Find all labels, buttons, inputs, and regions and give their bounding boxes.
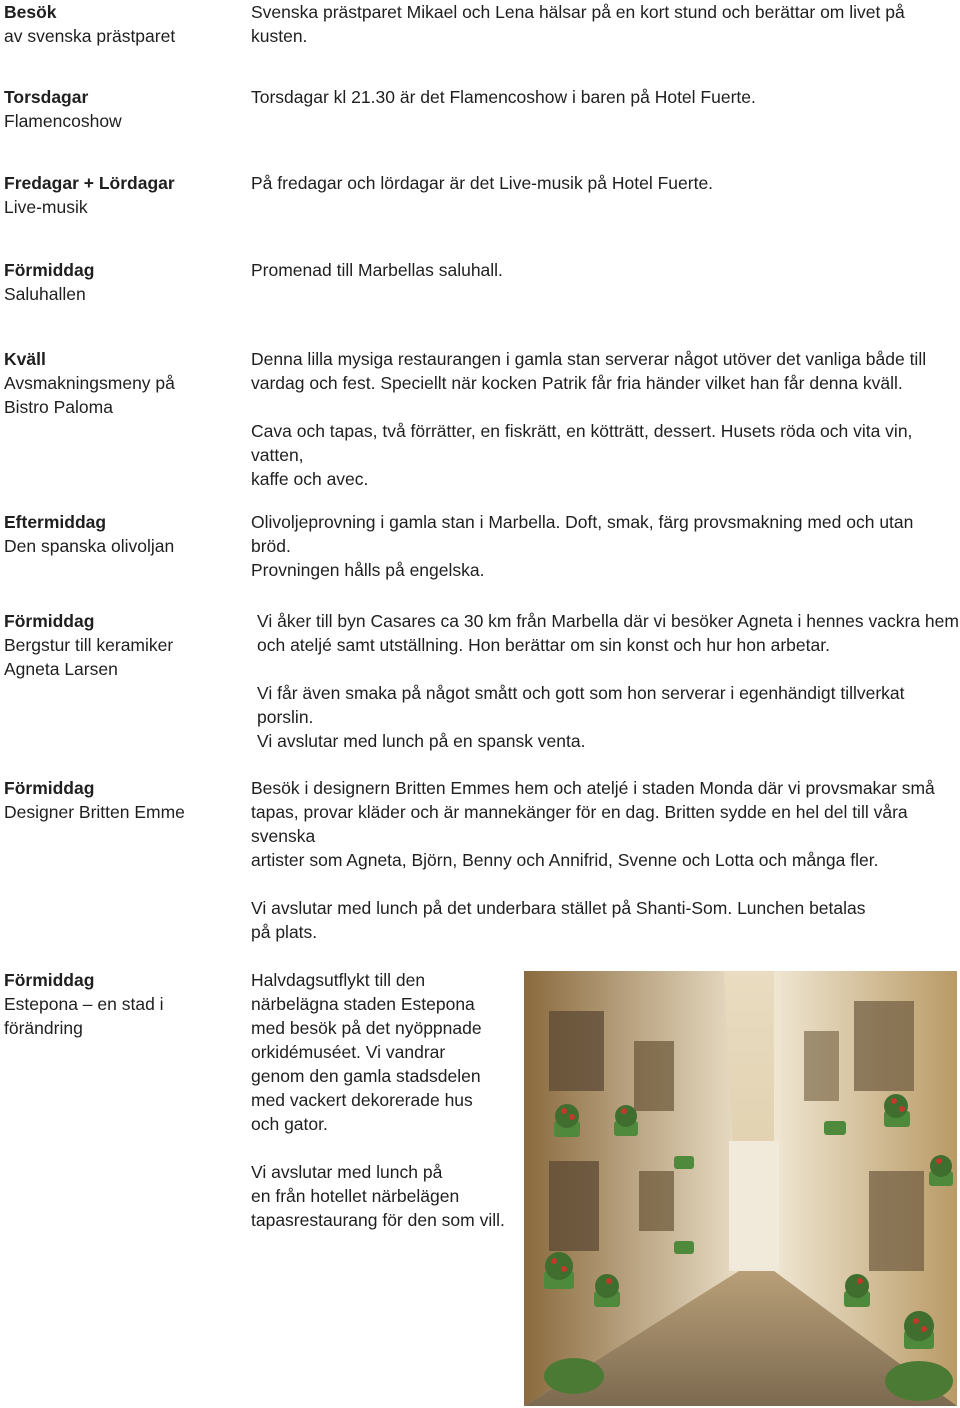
entry-paragraph: Svenska prästparet Mikael och Lena hälsar på en kort stund och berättar om livet på kusten. <box>251 2 905 46</box>
entry-paragraph: Besök i designern Britten Emmes hem och ateljé i staden Monda där vi provsmakar små tapas, provar kläder och är mannekänger för en dag. Britten sydde en hel del till våra svenska artister som Agneta, Björn, Benny och Annifrid, Svenne och Lotta och många fler. <box>251 778 935 870</box>
entry-paragraph: Torsdagar kl 21.30 är det Flamencoshow i baren på Hotel Fuerte. <box>251 87 756 107</box>
entry-subtitle: Live-musik <box>4 197 88 217</box>
entry-subtitle: Designer Britten Emme <box>4 802 185 822</box>
entry-paragraph: Vi får även smaka på något smått och gott som hon serverar i egenhändigt tillverkat porslin. Vi avslutar med lunch på en spansk venta. <box>257 683 905 751</box>
entry-title: Förmiddag <box>4 260 95 280</box>
entry-paragraph: Vi avslutar med lunch på en från hotellet närbelägen tapasrestaurang för den som vill. <box>251 1162 505 1230</box>
entry-label <box>4 0 234 48</box>
entry-description <box>257 609 960 753</box>
entry-paragraph: Vi avslutar med lunch på det underbara stället på Shanti-Som. Lunchen betalas på plats. <box>251 898 866 942</box>
entry-label <box>4 968 234 1040</box>
entry-subtitle: Flamencoshow <box>4 111 122 131</box>
entry-label <box>4 171 234 219</box>
street-illustration <box>524 971 957 1406</box>
entry-subtitle: Avsmakningsmeny på Bistro Paloma <box>4 373 175 417</box>
entry-label <box>4 258 234 306</box>
entry-description <box>251 0 957 48</box>
entry-paragraph: Vi åker till byn Casares ca 30 km från Marbella där vi besöker Agneta i hennes vackra hem och ateljé samt utställning. Hon berättar om sin konst och hur hon arbetar. <box>257 611 959 655</box>
entry-subtitle: Bergstur till keramiker Agneta Larsen <box>4 635 174 679</box>
entry-paragraph: Olivoljeprovning i gamla stan i Marbella. Doft, smak, färg provsmakning med och utan bröd. Provningen hålls på engelska. <box>251 512 914 580</box>
entry-title: Torsdagar <box>4 87 89 107</box>
entry-title: Kväll <box>4 349 46 369</box>
entry-label <box>4 510 234 558</box>
entry-description <box>251 85 957 109</box>
entry-paragraph: På fredagar och lördagar är det Live-musik på Hotel Fuerte. <box>251 173 714 193</box>
entry-title: Förmiddag <box>4 778 95 798</box>
entry-subtitle: Saluhallen <box>4 284 86 304</box>
entry-paragraph: Promenad till Marbellas saluhall. <box>251 260 503 280</box>
entry-paragraph: Denna lilla mysiga restaurangen i gamla stan serverar något utöver det vanliga både till vardag och fest. Speciellt när kocken Patrik får fria händer vilket han får denna kväll. <box>251 349 927 393</box>
entry-title: Besök <box>4 2 57 22</box>
entry-label <box>4 609 234 681</box>
entry-label <box>4 85 234 133</box>
entry-description <box>251 968 511 1232</box>
entry-description <box>251 171 957 195</box>
entry-subtitle: av svenska prästparet <box>4 26 176 46</box>
entry-title: Förmiddag <box>4 611 95 631</box>
entry-subtitle: Den spanska olivoljan <box>4 536 175 556</box>
entry-description <box>251 776 957 944</box>
entry-description <box>251 510 957 582</box>
entry-paragraph: Cava och tapas, två förrätter, en fiskrätt, en kötträtt, dessert. Husets röda och vita vin, vatten, kaffe och avec. <box>251 421 913 489</box>
entry-title: Förmiddag <box>4 970 95 990</box>
entry-title: Eftermiddag <box>4 512 107 532</box>
entry-title: Fredagar + Lördagar <box>4 173 175 193</box>
entry-description <box>251 258 957 282</box>
entry-label <box>4 347 234 419</box>
entry-description <box>251 347 957 491</box>
street-photo <box>524 971 957 1406</box>
entry-label <box>4 776 234 824</box>
entry-subtitle: Estepona – en stad i förändring <box>4 994 164 1038</box>
entry-paragraph: Halvdagsutflykt till den närbelägna staden Estepona med besök på det nyöppnade orkidémuséet. Vi vandrar genom den gamla stadsdelen med vackert dekorerade hus och gator. <box>251 970 482 1134</box>
